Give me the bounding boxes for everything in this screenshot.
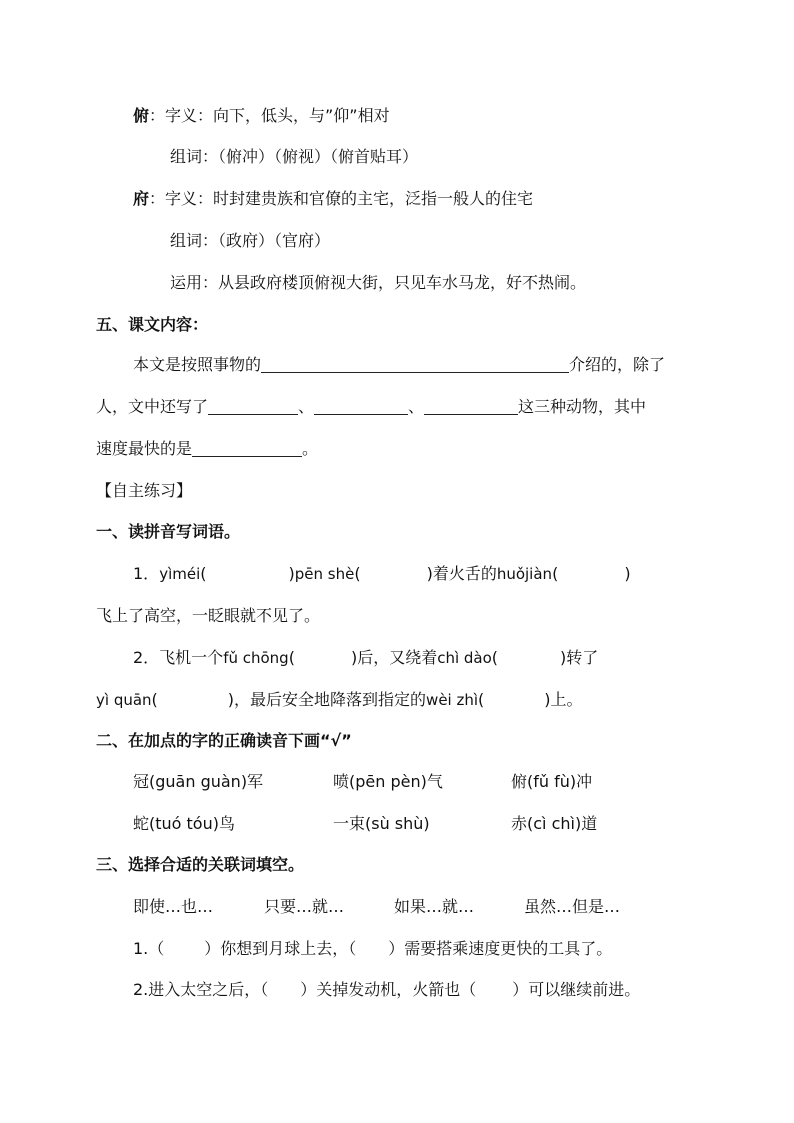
separator: 、 (298, 397, 315, 416)
pinyin: wèi zhì (426, 691, 479, 709)
fill-blank[interactable] (192, 440, 302, 457)
question-text: )，最后安全地降落到指定的 (227, 690, 427, 709)
part3-option: 如果…就… (394, 897, 475, 916)
char-fu-words: 组词：（俯冲）（俯视）（俯首贴耳） (170, 147, 419, 166)
fill-blank[interactable] (261, 356, 569, 373)
fill-blank[interactable] (424, 398, 518, 415)
practice-header: 【自主练习】 (96, 481, 193, 500)
question-text: )转了 (560, 648, 599, 667)
question-text: 2．飞机一个 (133, 648, 224, 667)
part1-q1-line2: 飞上了高空，一眨眼就不见了。 (96, 606, 321, 625)
char-fu-bow: 俯 (133, 106, 150, 125)
section5-text: 人，文中还写了 (96, 397, 209, 416)
part2-row1-item[interactable]: 冠(guān guàn)军 (133, 772, 264, 791)
pinyin: yìméi (159, 565, 201, 583)
part1-q2-line2 (96, 690, 583, 710)
paren: ( (552, 564, 559, 583)
part2-row1-item[interactable]: 俯(fǔ fù)冲 (511, 772, 593, 791)
paren: ) (624, 564, 631, 583)
fill-blank[interactable] (208, 398, 298, 415)
section5-text: 本文是按照事物的 (133, 355, 262, 374)
question-number: 1． (133, 564, 160, 583)
pinyin: fǔ chōng (223, 649, 289, 667)
section5-heading: 五、课文内容： (96, 315, 209, 334)
part3-option: 只要…就… (264, 897, 345, 916)
part2-row2-item[interactable]: 赤(cì chì)道 (511, 814, 598, 833)
question-text: ）可以继续前进。 (512, 980, 641, 999)
question-text: ）你想到月球上去，（ (204, 939, 357, 958)
part2-heading: 二、在加点的字的正确读音下画“√” (96, 731, 352, 750)
question-text: 2.进入太空之后，（ (133, 980, 269, 999)
section5-text: 速度最快的是 (96, 439, 193, 458)
section5-text: 。 (302, 439, 319, 458)
section5-line2 (96, 397, 646, 417)
part1-q1 (133, 564, 631, 584)
section5-line1 (133, 355, 665, 375)
paren: ( (478, 690, 485, 709)
char-fu-mansion: 府 (133, 189, 150, 208)
pinyin: yì quān (96, 691, 152, 709)
part2-row2-item[interactable]: 蛇(tuó tóu)鸟 (133, 814, 235, 833)
pinyin: pēn shè (294, 565, 355, 583)
part3-q2 (133, 980, 640, 1000)
question-text: ）需要搭乘速度更快的工具了。 (388, 939, 613, 958)
paren: ( (200, 564, 207, 583)
paren: ( (491, 648, 499, 667)
question-text: 1.（ (133, 939, 165, 958)
section5-text: 这三种动物，其中 (518, 397, 647, 416)
paren: ( (354, 564, 361, 583)
question-text: ）关掉发动机，火箭也（ (300, 980, 477, 999)
char-fu2-usage: 运用：从县政府楼顶俯视大街，只见车水马龙，好不热闹。 (170, 273, 587, 292)
pinyin: chì dào (437, 649, 492, 667)
part2-row2-item[interactable]: 一束(sù shù) (333, 814, 430, 833)
question-text: )后，又绕着 (350, 648, 438, 667)
paren: ( (151, 690, 158, 709)
char-fu-meaning-line (133, 106, 390, 126)
part3-option: 虽然…但是… (524, 897, 621, 916)
part3-option: 即使…也… (133, 897, 214, 916)
question-text: )着火舌的 (426, 564, 497, 583)
question-text: )上。 (544, 690, 583, 709)
part1-q2 (133, 648, 598, 668)
paren: ) (288, 564, 295, 583)
section5-text: 介绍的，除了 (569, 355, 666, 374)
char-fu2-words: 组词：（政府）（官府） (170, 231, 331, 250)
char-fu-meaning: ：字义：向下，低头，与”仰”相对 (149, 106, 390, 125)
paren: ( (288, 648, 295, 667)
section5-line3 (96, 439, 318, 459)
char-fu2-meaning-line (133, 189, 533, 209)
part3-heading: 三、选择合适的关联词填空。 (96, 855, 305, 874)
char-fu2-meaning: ：字义：时封建贵族和官僚的主宅，泛指一般人的住宅 (149, 189, 534, 208)
pinyin: huǒjiàn (496, 565, 553, 583)
part3-q1 (133, 939, 612, 959)
part2-row1-item[interactable]: 喷(pēn pèn)气 (333, 772, 443, 791)
separator: 、 (408, 397, 425, 416)
fill-blank[interactable] (314, 398, 408, 415)
part1-heading: 一、读拼音写词语。 (96, 522, 241, 541)
